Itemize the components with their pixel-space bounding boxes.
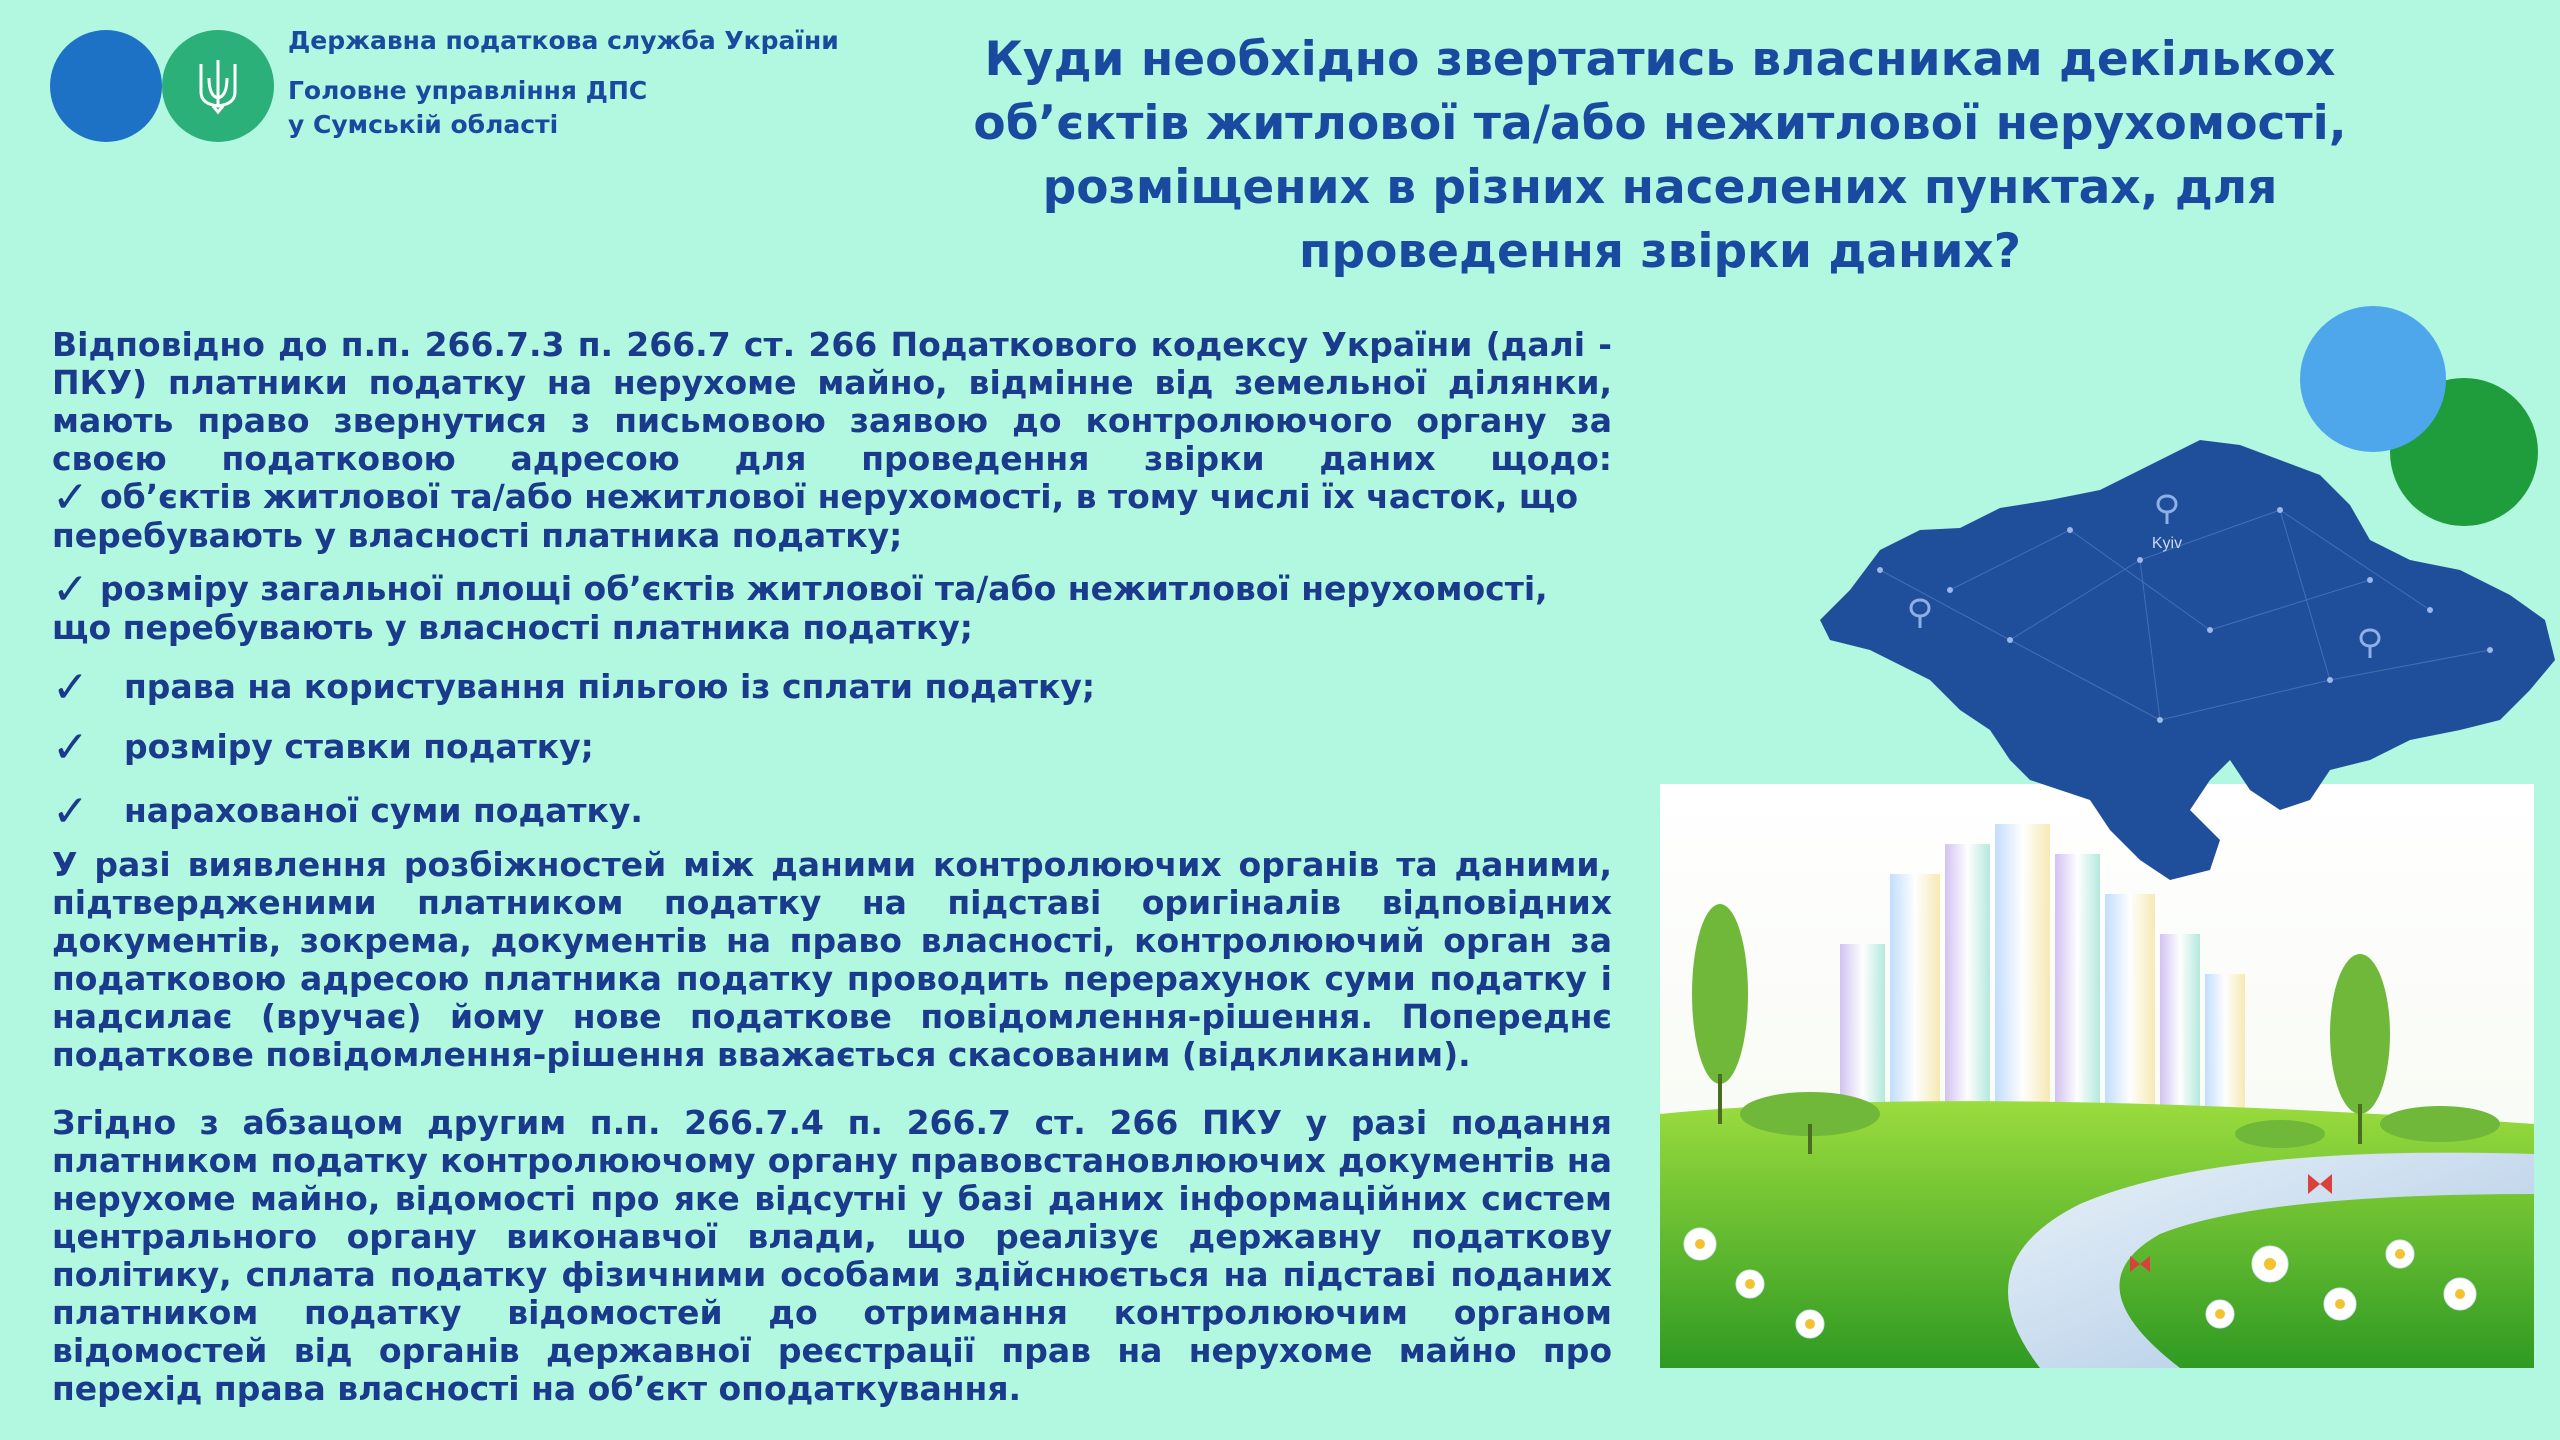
title-line: об’єктів житлової та/або нежитлової нерухомості,	[973, 96, 2347, 151]
list-item	[52, 786, 1612, 837]
list-item	[52, 722, 1612, 773]
list-item-text: нарахованої суми податку.	[124, 791, 643, 830]
discrepancy-paragraph: У разі виявлення розбіжностей між даними контролюючих органів та даними, підтвердженими платником податку на підставі оригіналів відповідних документів, зокрема, документів на право власності, контролюючий орган за податковою адресою платника податку проводить перерахунок суми податку і надсилає (вручає) йому нове податкове повідомлення-рішення. Попереднє податкове повідомлення-рішення вважається скасованим (відкликаним).	[52, 845, 1612, 1074]
list-item-text: права на користування пільгою із сплати податку;	[124, 667, 1096, 706]
map-city-label: Kyiv	[2151, 535, 2183, 552]
trident-icon	[195, 56, 241, 116]
page-title	[860, 28, 2460, 284]
check-icon: ✓	[52, 786, 89, 837]
ukraine-map	[1810, 420, 2560, 920]
intro-paragraph: Відповідно до п.п. 266.7.3 п. 266.7 ст. 266 Податкового кодексу України (далі - ПКУ) платники податку на нерухоме майно, відмінне від земельної ділянки, мають право звернутися з письмовою заявою до контролюючого органу за своєю податковою адресою для проведення звірки даних щодо:	[52, 325, 1612, 478]
check-icon: ✓	[52, 564, 89, 615]
check-icon: ✓	[52, 722, 89, 773]
list-item-text: розміру загальної площі об’єктів житлової та/або нежитлової нерухомості, що перебувають у власності платника податку;	[52, 569, 1548, 647]
list-item-text: розміру ставки податку;	[124, 727, 594, 766]
check-icon: ✓	[52, 662, 89, 713]
title-line: проведення звірки даних?	[1298, 224, 2021, 279]
logo-blue-circle	[50, 30, 162, 142]
final-paragraph: Згідно з абзацом другим п.п. 266.7.4 п. 266.7 ст. 266 ПКУ у разі подання платником податку контролюючому органу правовстановлюючих документів на нерухоме майно, відомості про яке відсутні у базі даних інформаційних систем центрального органу виконавчої влади, що реалізує державну податкову політику, сплата податку фізичними особами здійснюється на підставі поданих платником податку відомостей до отримання контролюючим органом відомостей від органів державної реєстрації прав на нерухоме майно про перехід права власності на об’єкт оподаткування.	[52, 1103, 1612, 1408]
title-line: розміщених в різних населених пунктах, для	[1042, 160, 2278, 215]
logo-green-circle	[162, 30, 274, 142]
org-name: Державна податкова служба України	[288, 26, 839, 55]
list-item	[52, 472, 1612, 555]
title-line: Куди необхідно звертатись власникам декількох	[984, 32, 2336, 87]
list-item	[52, 662, 1612, 713]
org-department: Головне управління ДПС	[288, 76, 648, 105]
check-icon: ✓	[52, 472, 89, 523]
org-region: у Сумській області	[288, 110, 559, 139]
list-item	[52, 564, 1612, 647]
list-item-text: об’єктів житлової та/або нежитлової нерухомості, в тому числі їх часток, що перебувають у власності платника податку;	[52, 477, 1579, 555]
map-shape	[1820, 440, 2555, 880]
